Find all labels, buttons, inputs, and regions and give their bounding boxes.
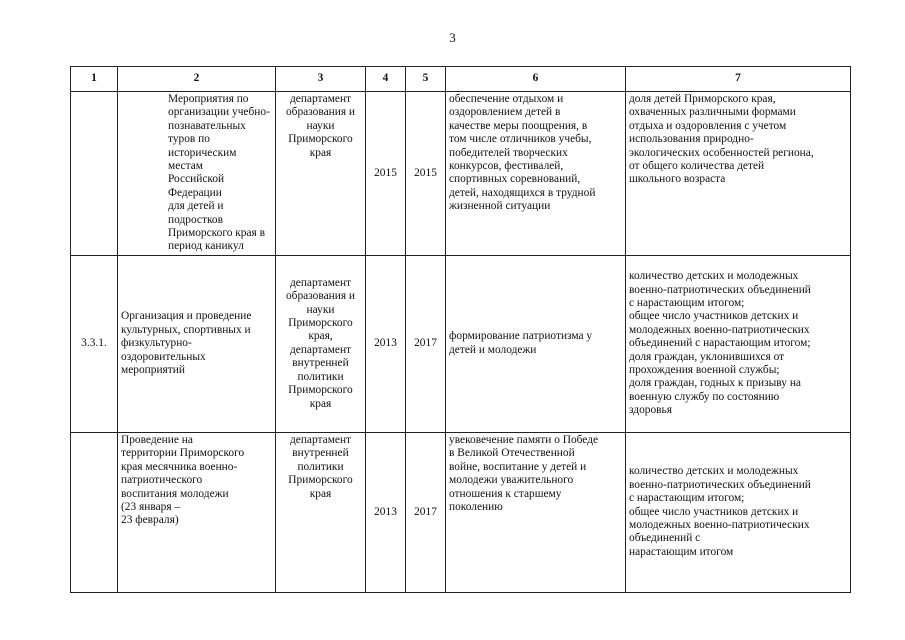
table-row	[71, 432, 851, 592]
indicator-cell: количество детских и молодежных военно-патриотических объединений с нарастающим итогом; общее число участников детских и молодежных военно-патриотических объединений с нарастающим итогом; доля граждан, уклонившихся от прохождения военной службы; доля граждан, годных к призыву на военную службу по состоянию здоровья	[626, 255, 851, 432]
start-year-cell: 2013	[366, 255, 406, 432]
table-row	[71, 92, 851, 256]
end-year-cell: 2017	[406, 432, 446, 592]
header-row	[71, 67, 851, 92]
result-cell: обеспечение отдыхом и оздоровлением детей в качестве меры поощрения, в том числе отличников учебы, победителей творческих конкурсов, фестивалей, спортивных соревнований, детей, находящихся в трудной жизненной ситуации	[446, 92, 626, 256]
end-year-cell: 2015	[406, 92, 446, 256]
column-header: 1	[71, 67, 118, 92]
row-number	[71, 432, 118, 592]
column-header: 2	[118, 67, 276, 92]
result-cell: увековечение памяти о Победе в Великой Отечественной войне, воспитание у детей и молодежи уважительного отношения к старшему поколению	[446, 432, 626, 592]
table-row	[71, 255, 851, 432]
program-table	[70, 66, 851, 593]
event-cell: Мероприятия по организации учебно- познавательных туров по историческим местам Российской Федерации для детей и подростков Приморского края в период каникул	[118, 92, 276, 256]
indicator-cell: доля детей Приморского края, охваченных различными формами отдыха и оздоровления с учетом использования природно- экологических особенностей региона, от общего количества детей школьного возраста	[626, 92, 851, 256]
end-year-cell: 2017	[406, 255, 446, 432]
event-cell: Организация и проведение культурных, спортивных и физкультурно- оздоровительных мероприятий	[118, 255, 276, 432]
page-number: 3	[449, 30, 456, 45]
row-number: 3.3.1.	[71, 255, 118, 432]
start-year-cell: 2015	[366, 92, 406, 256]
result-cell: формирование патриотизма у детей и молодежи	[446, 255, 626, 432]
column-header: 3	[276, 67, 366, 92]
executor-cell: департамент образования и науки Приморского края, департамент внутренней политики Приморского края	[276, 255, 366, 432]
column-header: 7	[626, 67, 851, 92]
row-number	[71, 92, 118, 256]
event-cell: Проведение на территории Приморского края месячника военно- патриотического воспитания молодежи (23 января – 23 февраля)	[118, 432, 276, 592]
start-year-cell: 2013	[366, 432, 406, 592]
column-header: 5	[406, 67, 446, 92]
executor-cell: департамент внутренней политики Приморского края	[276, 432, 366, 592]
indicator-cell: количество детских и молодежных военно-патриотических объединений с нарастающим итогом; общее число участников детских и молодежных военно-патриотических объединений с нарастающим итогом	[626, 432, 851, 592]
executor-cell: департамент образования и науки Приморского края	[276, 92, 366, 256]
column-header: 4	[366, 67, 406, 92]
column-header: 6	[446, 67, 626, 92]
